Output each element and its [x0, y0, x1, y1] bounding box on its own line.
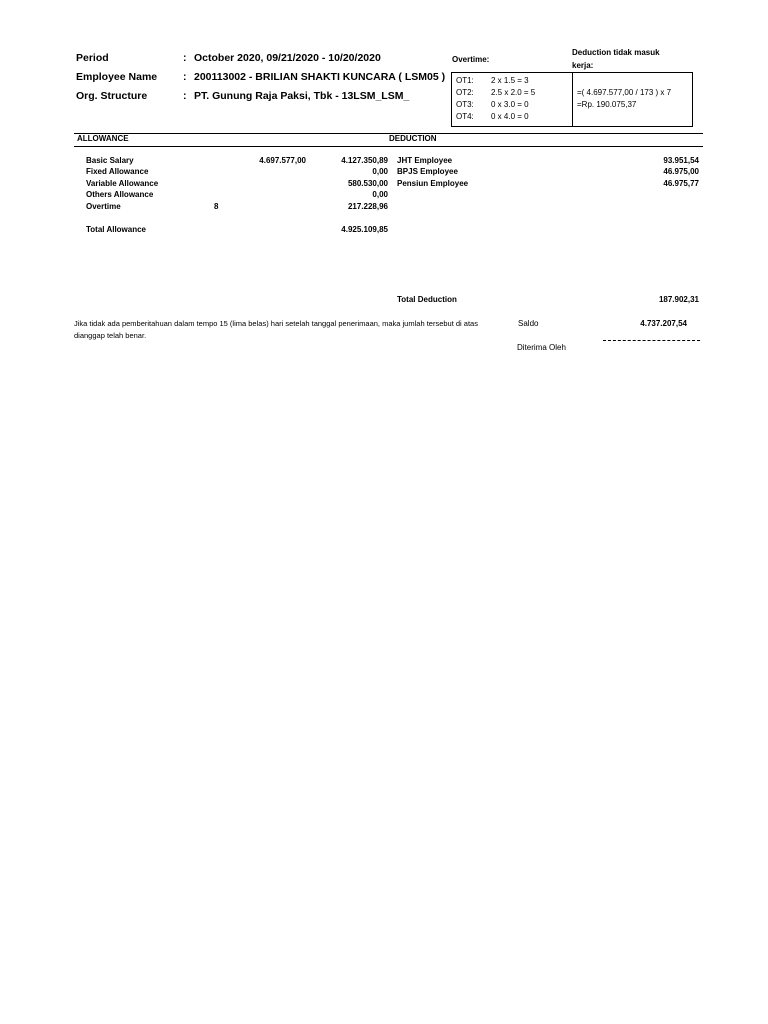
deduction-note-line-1: =( 4.697.577,00 / 173 ) x 7 — [577, 88, 672, 97]
allowance-label-fixed: Fixed Allowance — [86, 167, 149, 176]
allowance-label-others: Others Allowance — [86, 190, 154, 199]
org-structure-label: Org. Structure — [76, 90, 148, 102]
ot1-formula: 2 x 1.5 = 3 — [491, 76, 529, 85]
deduction-label-pensiun: Pensiun Employee — [397, 179, 469, 188]
acknowledgement-note: Jika tidak ada pemberitahuan dalam tempo 15 (lima belas) hari setelah tanggal penerimaan, maka jumlah tersebut di atas dianggap telah benar. — [74, 319, 478, 340]
allowance-amount-variable: 580.530,00 — [347, 179, 388, 188]
deduction-note-title-1: Deduction tidak masuk — [572, 48, 660, 57]
org-structure-value: PT. Gunung Raja Paksi, Tbk - 13LSM_LSM_ — [194, 90, 410, 102]
deduction-note-title-2: kerja: — [572, 61, 594, 70]
deduction-amount-jht: 93.951,54 — [663, 156, 699, 165]
received-by-label: Diterima Oleh — [517, 343, 566, 352]
total-allowance-amount: 4.925.109,85 — [341, 225, 388, 234]
ot4-label: OT4: — [456, 112, 474, 121]
deduction-header: DEDUCTION — [389, 134, 437, 143]
deduction-amount-bpjs: 46.975,00 — [663, 167, 699, 176]
ot2-label: OT2: — [456, 88, 474, 97]
saldo-label: Saldo — [518, 319, 539, 328]
total-allowance-label: Total Allowance — [86, 225, 147, 234]
ot3-formula: 0 x 3.0 = 0 — [491, 100, 529, 109]
ot4-formula: 0 x 4.0 = 0 — [491, 112, 529, 121]
period-label: Period — [76, 52, 109, 64]
overtime-title: Overtime: — [452, 55, 490, 64]
ot1-label: OT1: — [456, 76, 474, 85]
saldo-value: 4.737.207,54 — [640, 319, 687, 328]
employee-name-label: Employee Name — [76, 71, 158, 83]
allowance-amount-others: 0,00 — [372, 190, 388, 199]
org-colon: : — [183, 90, 187, 102]
allowance-amount-overtime: 217.228,96 — [347, 202, 388, 211]
overtime-box-divider — [572, 72, 573, 127]
section-bottom-rule — [74, 146, 703, 147]
ot3-label: OT3: — [456, 100, 474, 109]
deduction-note-line-2: =Rp. 190.075,37 — [577, 100, 637, 109]
deduction-amount-pensiun: 46.975,77 — [663, 179, 699, 188]
total-deduction-label: Total Deduction — [397, 295, 457, 304]
total-deduction-amount: 187.902,31 — [658, 295, 699, 304]
ot2-formula: 2.5 x 2.0 = 5 — [491, 88, 536, 97]
signature-line — [603, 340, 700, 341]
employee-colon: : — [183, 71, 187, 83]
deduction-label-jht: JHT Employee — [397, 156, 453, 165]
allowance-amount-fixed: 0,00 — [372, 167, 388, 176]
allowance-qty-overtime: 8 — [214, 202, 219, 211]
employee-name-value: 200113002 - BRILIAN SHAKTI KUNCARA ( LSM05 ) — [194, 71, 446, 83]
allowance-label-variable: Variable Allowance — [86, 179, 159, 188]
allowance-amount-basic-salary: 4.127.350,89 — [341, 156, 388, 165]
allowance-label-basic-salary: Basic Salary — [86, 156, 134, 165]
deduction-label-bpjs: BPJS Employee — [397, 167, 458, 176]
allowance-label-overtime: Overtime — [86, 202, 121, 211]
allowance-base-basic-salary: 4.697.577,00 — [259, 156, 306, 165]
period-colon: : — [183, 52, 187, 64]
allowance-header: ALLOWANCE — [77, 134, 129, 143]
period-value: October 2020, 09/21/2020 - 10/20/2020 — [194, 52, 381, 64]
